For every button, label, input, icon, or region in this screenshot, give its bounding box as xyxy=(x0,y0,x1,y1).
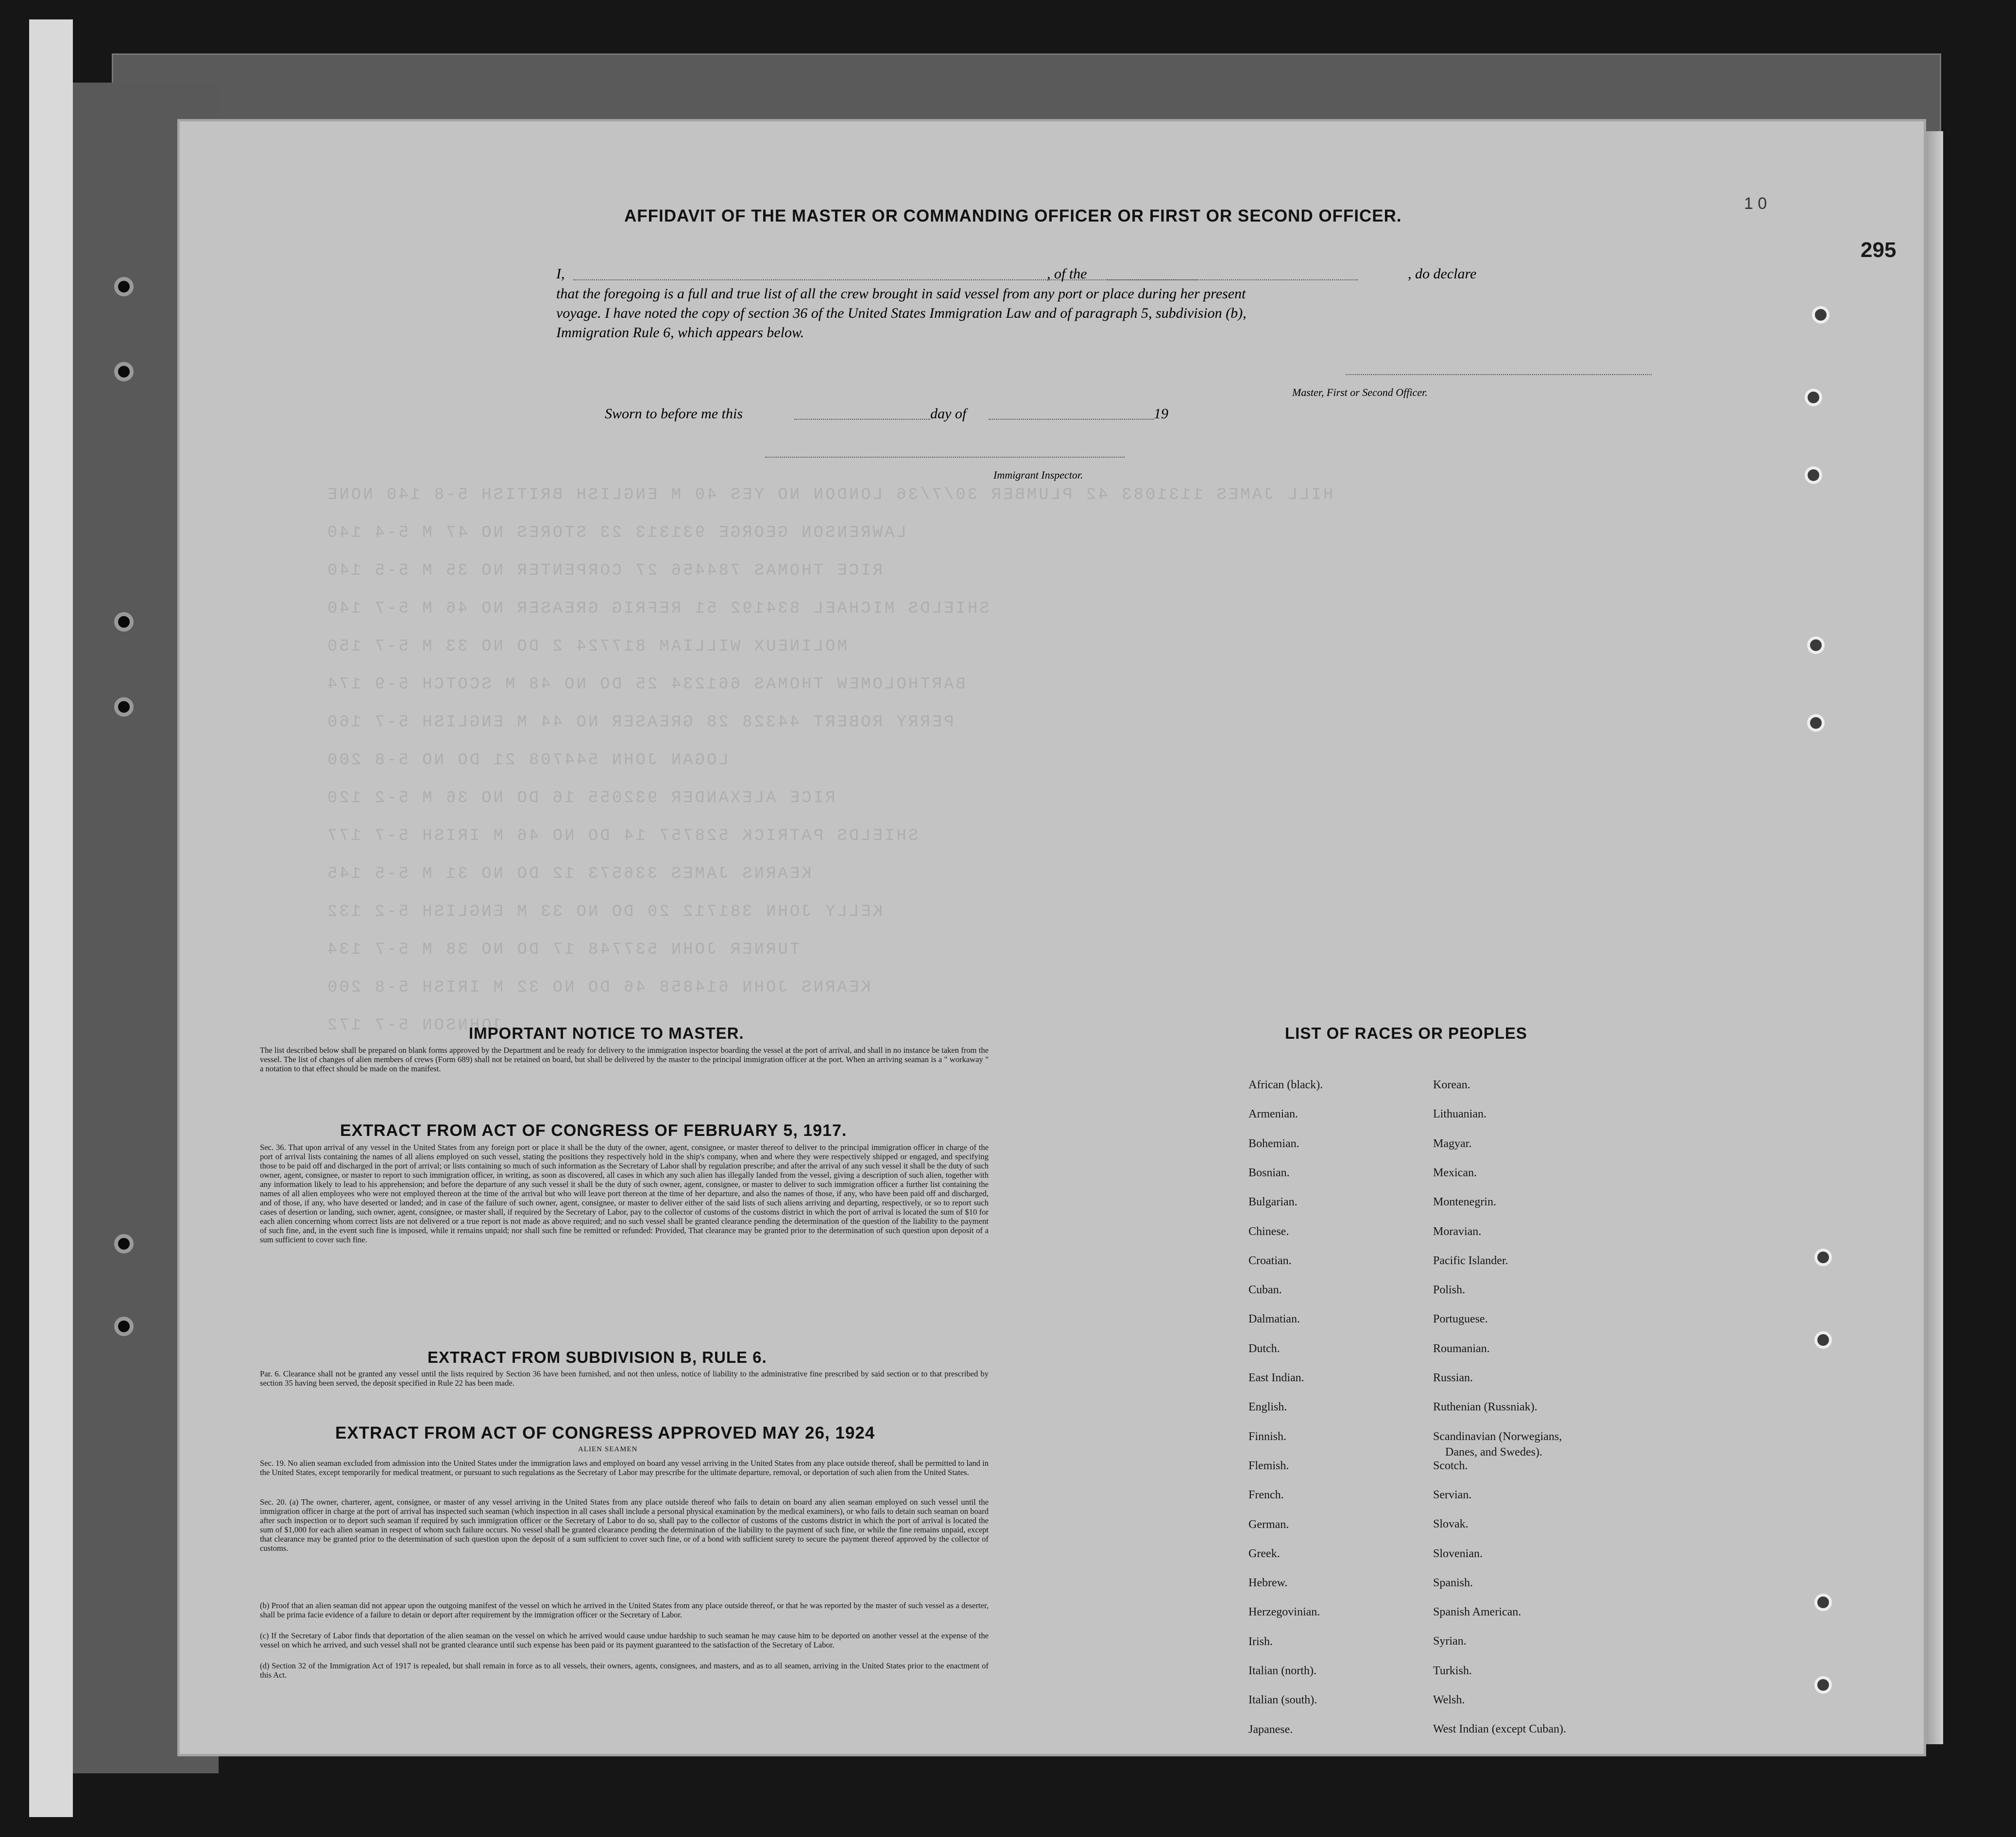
affidavit-declare: , do declare xyxy=(1408,266,1477,282)
race-item: French. xyxy=(1248,1489,1284,1502)
ghost-row: RICE THOMAS 784456 27 CORPENTER NO 35 M 5-5 140 xyxy=(325,562,883,580)
extract-1924-title: EXTRACT FROM ACT OF CONGRESS APPROVED MAY 26, 1924 xyxy=(335,1424,875,1442)
notice-title: IMPORTANT NOTICE TO MASTER. xyxy=(469,1024,744,1042)
race-item: Bulgarian. xyxy=(1248,1196,1298,1209)
ghost-row: RICE ALEXANDER 932055 16 DO NO 36 M 5-2 120 xyxy=(325,789,836,807)
binder-hole xyxy=(114,277,134,296)
race-item: Scandinavian (Norwegians, xyxy=(1433,1430,1562,1443)
extract-1917-body: Sec. 36. That upon arrival of any vessel in the United States from any foreign port or place it shall be the duty of the owner, agent, consignee, or master thereof to deliver to the principal immigration officer in charge of the port of arrival lists containing the names of all aliens employed on such vessel, stating the positions they respectively hold in the ship's company, when and where they were respectively shipped or engaged, and specifying those to be paid off and discharged in the port of arrival; or lists containing so much of such information as the Secretary of Labor shall by regulation prescribe; and after the arrival of any such vessel it shall be the duty of such owner, agent, consignee, or master to report to such immigration officer, in writing, as soon as discovered, all cases in which any such alien has illegally landed from the vessel, giving a description of such alien, together with any information likely to lead to his apprehension; and before the departure of any such vessel it shall be the duty of such owner, agent, consignee, or master to deliver to such immigration officer a further list containing the names of all alien employees who were not employed thereon at the time of the arrival but who will leave port thereon at the time of her departure, and also the names of those, if any, who have been paid off and discharged, and of those, if any, who have deserted or landed; and in case of the failure of such owner, agent, consignee, or master to deliver either of the said lists of such aliens arriving and departing, respectively, or so to report such cases of desertion or landing, such owner, agent, consignee, or master shall, if required by the Secretary of Labor, pay to the collector of customs of the customs district in which the port of arrival is located the sum of $10 for each alien concerning whom correct lists are not delivered or a true report is not made as above required; and no such vessel shall be granted clearance pending the determination of the question of the liability to the payment of such fine, and, in the event such fine is imposed, while it remains unpaid; nor shall such fine be remitted or refunded: Provided, That clearance may be granted prior to the determination of such question upon deposit of a sum sufficient to cover such fine. xyxy=(260,1143,989,1244)
race-item: Korean. xyxy=(1433,1079,1470,1091)
race-item: Syrian. xyxy=(1433,1635,1467,1648)
ghost-row: KELLY JOHN 381712 20 DO NO 33 M ENGLISH 5-2 132 xyxy=(325,903,883,921)
ghost-row: KEARNS JOHN 614858 46 DO NO 32 M IRISH 5-8 200 xyxy=(325,979,871,997)
ghost-row: MOLINEUX WILLIAM 817724 2 DO NO 33 M 5-7 150 xyxy=(325,637,847,656)
race-item: Russian. xyxy=(1433,1372,1473,1384)
affidavit-of-the: , of the xyxy=(1047,266,1087,282)
ghost-row: LOGAN JOHN 544708 21 DO NO 5-8 200 xyxy=(325,751,729,770)
race-item: Croatian. xyxy=(1248,1254,1292,1267)
binder-ring xyxy=(1814,1594,1832,1611)
notice-body: The list described below shall be prepared on blank forms approved by the Department and be ready for delivery to the immigration inspector boarding the vessel at the port of arrival, and shall in no instance be taken from the vessel. The list of changes of alien members of crews (Form 689) shall not be retained on board, but shall be delivered by the master to the principal immigration officer at the port. When an arriving seaman is a " workaway " a notation to that effect should be made on the manifest. xyxy=(260,1046,989,1073)
sworn-day-blank xyxy=(794,419,930,420)
subdivision-b-body: Par. 6. Clearance shall not be granted any vessel until the lists required by Section 36 have been furnished, and not then unless, notice of liability to the administrative fine prescribed by said section or to that prescribed by section 35 having been served, the deposit specified in Rule 22 has been made. xyxy=(260,1369,989,1388)
binder-ring xyxy=(1805,466,1822,484)
left-edge-strip xyxy=(29,19,73,1817)
page-edge xyxy=(1924,131,1943,1744)
affidavit-line-4: Immigration Rule 6, which appears below. xyxy=(556,325,804,341)
sworn-month-blank xyxy=(989,419,1154,420)
race-item: Flemish. xyxy=(1248,1459,1289,1472)
race-item: Scotch. xyxy=(1433,1459,1468,1472)
ghost-row: BARTHOLOMEW THOMAS 661234 25 DO NO 48 M SCOTCH 5-9 174 xyxy=(325,675,966,694)
race-item: Polish. xyxy=(1433,1284,1466,1297)
race-item: Bohemian. xyxy=(1248,1137,1299,1150)
race-item: Lithuanian. xyxy=(1433,1108,1486,1121)
binder-ring xyxy=(1807,636,1825,654)
binder-hole xyxy=(114,362,134,381)
binder-hole xyxy=(114,697,134,717)
races-title: LIST OF RACES OR PEOPLES xyxy=(1285,1024,1527,1042)
affidavit-line-3: voyage. I have noted the copy of section 36 of the United States Immigration Law and of paragraph 5, subdivision (b), xyxy=(556,305,1247,321)
extract-1924-sec20d: (d) Section 32 of the Immigration Act of 1917 is repealed, but shall remain in force as to all vessels, their owners, agents, consignees, and masters, and as to all seamen, arriving in the United States prior to the enactment of this Act. xyxy=(260,1661,989,1680)
extract-1924-subtitle: ALIEN SEAMEN xyxy=(578,1445,638,1453)
race-item: Italian (north). xyxy=(1248,1665,1316,1677)
race-item: Ruthenian (Russniak). xyxy=(1433,1401,1538,1414)
race-item: Turkish. xyxy=(1433,1664,1472,1677)
ghost-row: LAWRENSON GEORGE 931313 23 STORES NO 47 M 5-4 140 xyxy=(325,524,906,542)
sworn-year: 19 xyxy=(1154,406,1168,422)
race-item: Irish. xyxy=(1248,1635,1273,1648)
race-item: German. xyxy=(1248,1518,1289,1531)
race-item: Danes, and Swedes). xyxy=(1445,1445,1542,1459)
binder-ring xyxy=(1814,1331,1832,1349)
binder-ring xyxy=(1805,389,1822,406)
inspector-signature-line xyxy=(765,457,1125,458)
race-item: Welsh. xyxy=(1433,1694,1465,1706)
race-item: West Indian (except Cuban). xyxy=(1433,1723,1566,1736)
master-signature-line xyxy=(1346,374,1652,375)
race-item: Portuguese. xyxy=(1433,1313,1488,1326)
race-item: African (black). xyxy=(1248,1079,1323,1091)
race-item: Bosnian. xyxy=(1248,1166,1290,1179)
race-item: Herzegovinian. xyxy=(1248,1606,1320,1619)
binder-hole xyxy=(114,612,134,632)
affidavit-i: I, xyxy=(556,266,565,282)
ghost-row: SHIELDS MICHAEL 834192 51 REFRIG GREASER NO 46 M 5-7 140 xyxy=(325,600,990,618)
binder-ring xyxy=(1807,714,1825,732)
race-item: Hebrew. xyxy=(1248,1577,1288,1590)
race-item: Servian. xyxy=(1433,1488,1472,1501)
name-blank xyxy=(573,279,1197,280)
binder-ring xyxy=(1814,1249,1832,1266)
race-item: Roumanian. xyxy=(1433,1342,1490,1355)
sworn-text: Sworn to before me this xyxy=(605,406,743,422)
binder-hole xyxy=(114,1317,134,1336)
document-page xyxy=(180,121,1924,1754)
race-item: Slovak. xyxy=(1433,1518,1469,1531)
ghost-row: SHIELDS PATRICK 528757 14 DO NO 46 M IRISH 5-7 177 xyxy=(325,827,919,845)
sworn-day: day of xyxy=(930,406,967,422)
extract-1924-sec20b: (b) Proof that an alien seaman did not appear upon the outgoing manifest of the vessel on which he arrived in the United States from any place outside thereof, or that he was reported by the master of such vessel as a deserter, shall be prima facie evidence of a failure to detain or deport after requirement by the immigration officer or the Secretary of Labor. xyxy=(260,1601,989,1619)
race-item: Chinese. xyxy=(1248,1225,1289,1238)
race-item: Spanish. xyxy=(1433,1576,1473,1589)
race-item: Japanese. xyxy=(1248,1723,1293,1736)
race-item: Dalmatian. xyxy=(1248,1313,1300,1326)
page-number-stamp: 295 xyxy=(1861,238,1896,262)
race-item: Slovenian. xyxy=(1433,1547,1483,1560)
ghost-row: HILL JAMES 1131083 42 PLUMBER 30/7/36 LONDON NO YES 40 M ENGLISH BRITISH 5-8 140 NONE xyxy=(325,486,1333,504)
master-label: Master, First or Second Officer. xyxy=(1292,386,1428,398)
race-item: English. xyxy=(1248,1401,1287,1414)
race-item: East Indian. xyxy=(1248,1372,1304,1384)
extract-1924-sec20c: (c) If the Secretary of Labor finds that deportation of the alien seaman on the vessel on which he arrived would cause undue hardship to such seaman he may cause him to be deported on another vessel at the expense of the vessel on which he arrived, and such vessel shall not be granted clearance until such expense has been paid or its payment guaranteed to the satisfaction of the Secretary of Labor. xyxy=(260,1631,989,1649)
subdivision-b-title: EXTRACT FROM SUBDIVISION B, RULE 6. xyxy=(427,1348,767,1366)
race-item: Cuban. xyxy=(1248,1284,1282,1297)
ghost-row: KEARNS JAMES 336573 12 DO NO 31 M 5-5 145 xyxy=(325,865,812,883)
race-item: Pacific Islander. xyxy=(1433,1254,1508,1267)
race-item: Moravian. xyxy=(1433,1225,1482,1238)
race-item: Greek. xyxy=(1248,1547,1280,1560)
vessel-blank xyxy=(1105,279,1358,280)
extract-1924-sec19: Sec. 19. No alien seaman excluded from admission into the United States under the immigration laws and employed on board any vessel arriving in the United States from any place outside thereof, shall be permitted to land in the United States, except temporarily for medical treatment, or pursuant to such regulations as the Secretary of Labor may prescribe for the ultimate departure, removal, or deportation of such alien from the United States. xyxy=(260,1459,989,1477)
affidavit-line-2: that the foregoing is a full and true list of all the crew brought in said vessel from any port or place during her present xyxy=(556,286,1246,302)
race-item: Magyar. xyxy=(1433,1137,1472,1150)
inspector-label: Immigrant Inspector. xyxy=(993,469,1083,481)
ghost-row: TURNER JOHN 537748 17 DO NO 38 M 5-7 134 xyxy=(325,941,800,959)
corner-mark: 1 0 xyxy=(1744,194,1767,213)
race-item: Spanish American. xyxy=(1433,1606,1521,1619)
extract-1917-title: EXTRACT FROM ACT OF CONGRESS OF FEBRUARY 5, 1917. xyxy=(340,1121,847,1140)
race-item: Finnish. xyxy=(1248,1430,1287,1443)
extract-1924-sec20a: Sec. 20. (a) The owner, charterer, agent, consignee, or master of any vessel arriving in the United States from any place outside thereof who fails to detain on board any alien seaman employed on such vessel until the immigration officer in charge at the port of arrival has inspected such seaman (which inspection in all cases shall include a personal physical examination by the medical examiners), or who fails to detain such seaman on board after such inspection or to deport such seaman if required by such immigration officer or the Secretary of Labor to do so, shall pay to the collector of customs of the customs district in which the port of arrival is located the sum of $1,000 for each alien seaman in respect of whom such failure occurs. No vessel shall be granted clearance pending the determination of the liability to the payment of such fine, or while the fine remains unpaid, except that clearance may be granted prior to the determination of such question upon the deposit of a sum sufficient to cover such fine, or of a bond with sufficient surety to secure the payment thereof approved by the collector of customs. xyxy=(260,1497,989,1553)
affidavit-title: AFFIDAVIT OF THE MASTER OR COMMANDING OFFICER OR FIRST OR SECOND OFFICER. xyxy=(624,206,1402,225)
binder-hole xyxy=(114,1234,134,1253)
race-item: Montenegrin. xyxy=(1433,1196,1496,1209)
race-item: Dutch. xyxy=(1248,1342,1280,1355)
race-item: Armenian. xyxy=(1248,1108,1298,1121)
race-item: Mexican. xyxy=(1433,1166,1477,1179)
binder-ring xyxy=(1814,1676,1832,1694)
binder-ring xyxy=(1812,306,1829,324)
ghost-row: PERRY ROBERT 44328 28 GREASER NO 44 M ENGLISH 5-7 160 xyxy=(325,713,954,732)
ghost-row: JOHNSON 5-7 172 xyxy=(325,1016,504,1035)
race-item: Italian (south). xyxy=(1248,1694,1317,1707)
